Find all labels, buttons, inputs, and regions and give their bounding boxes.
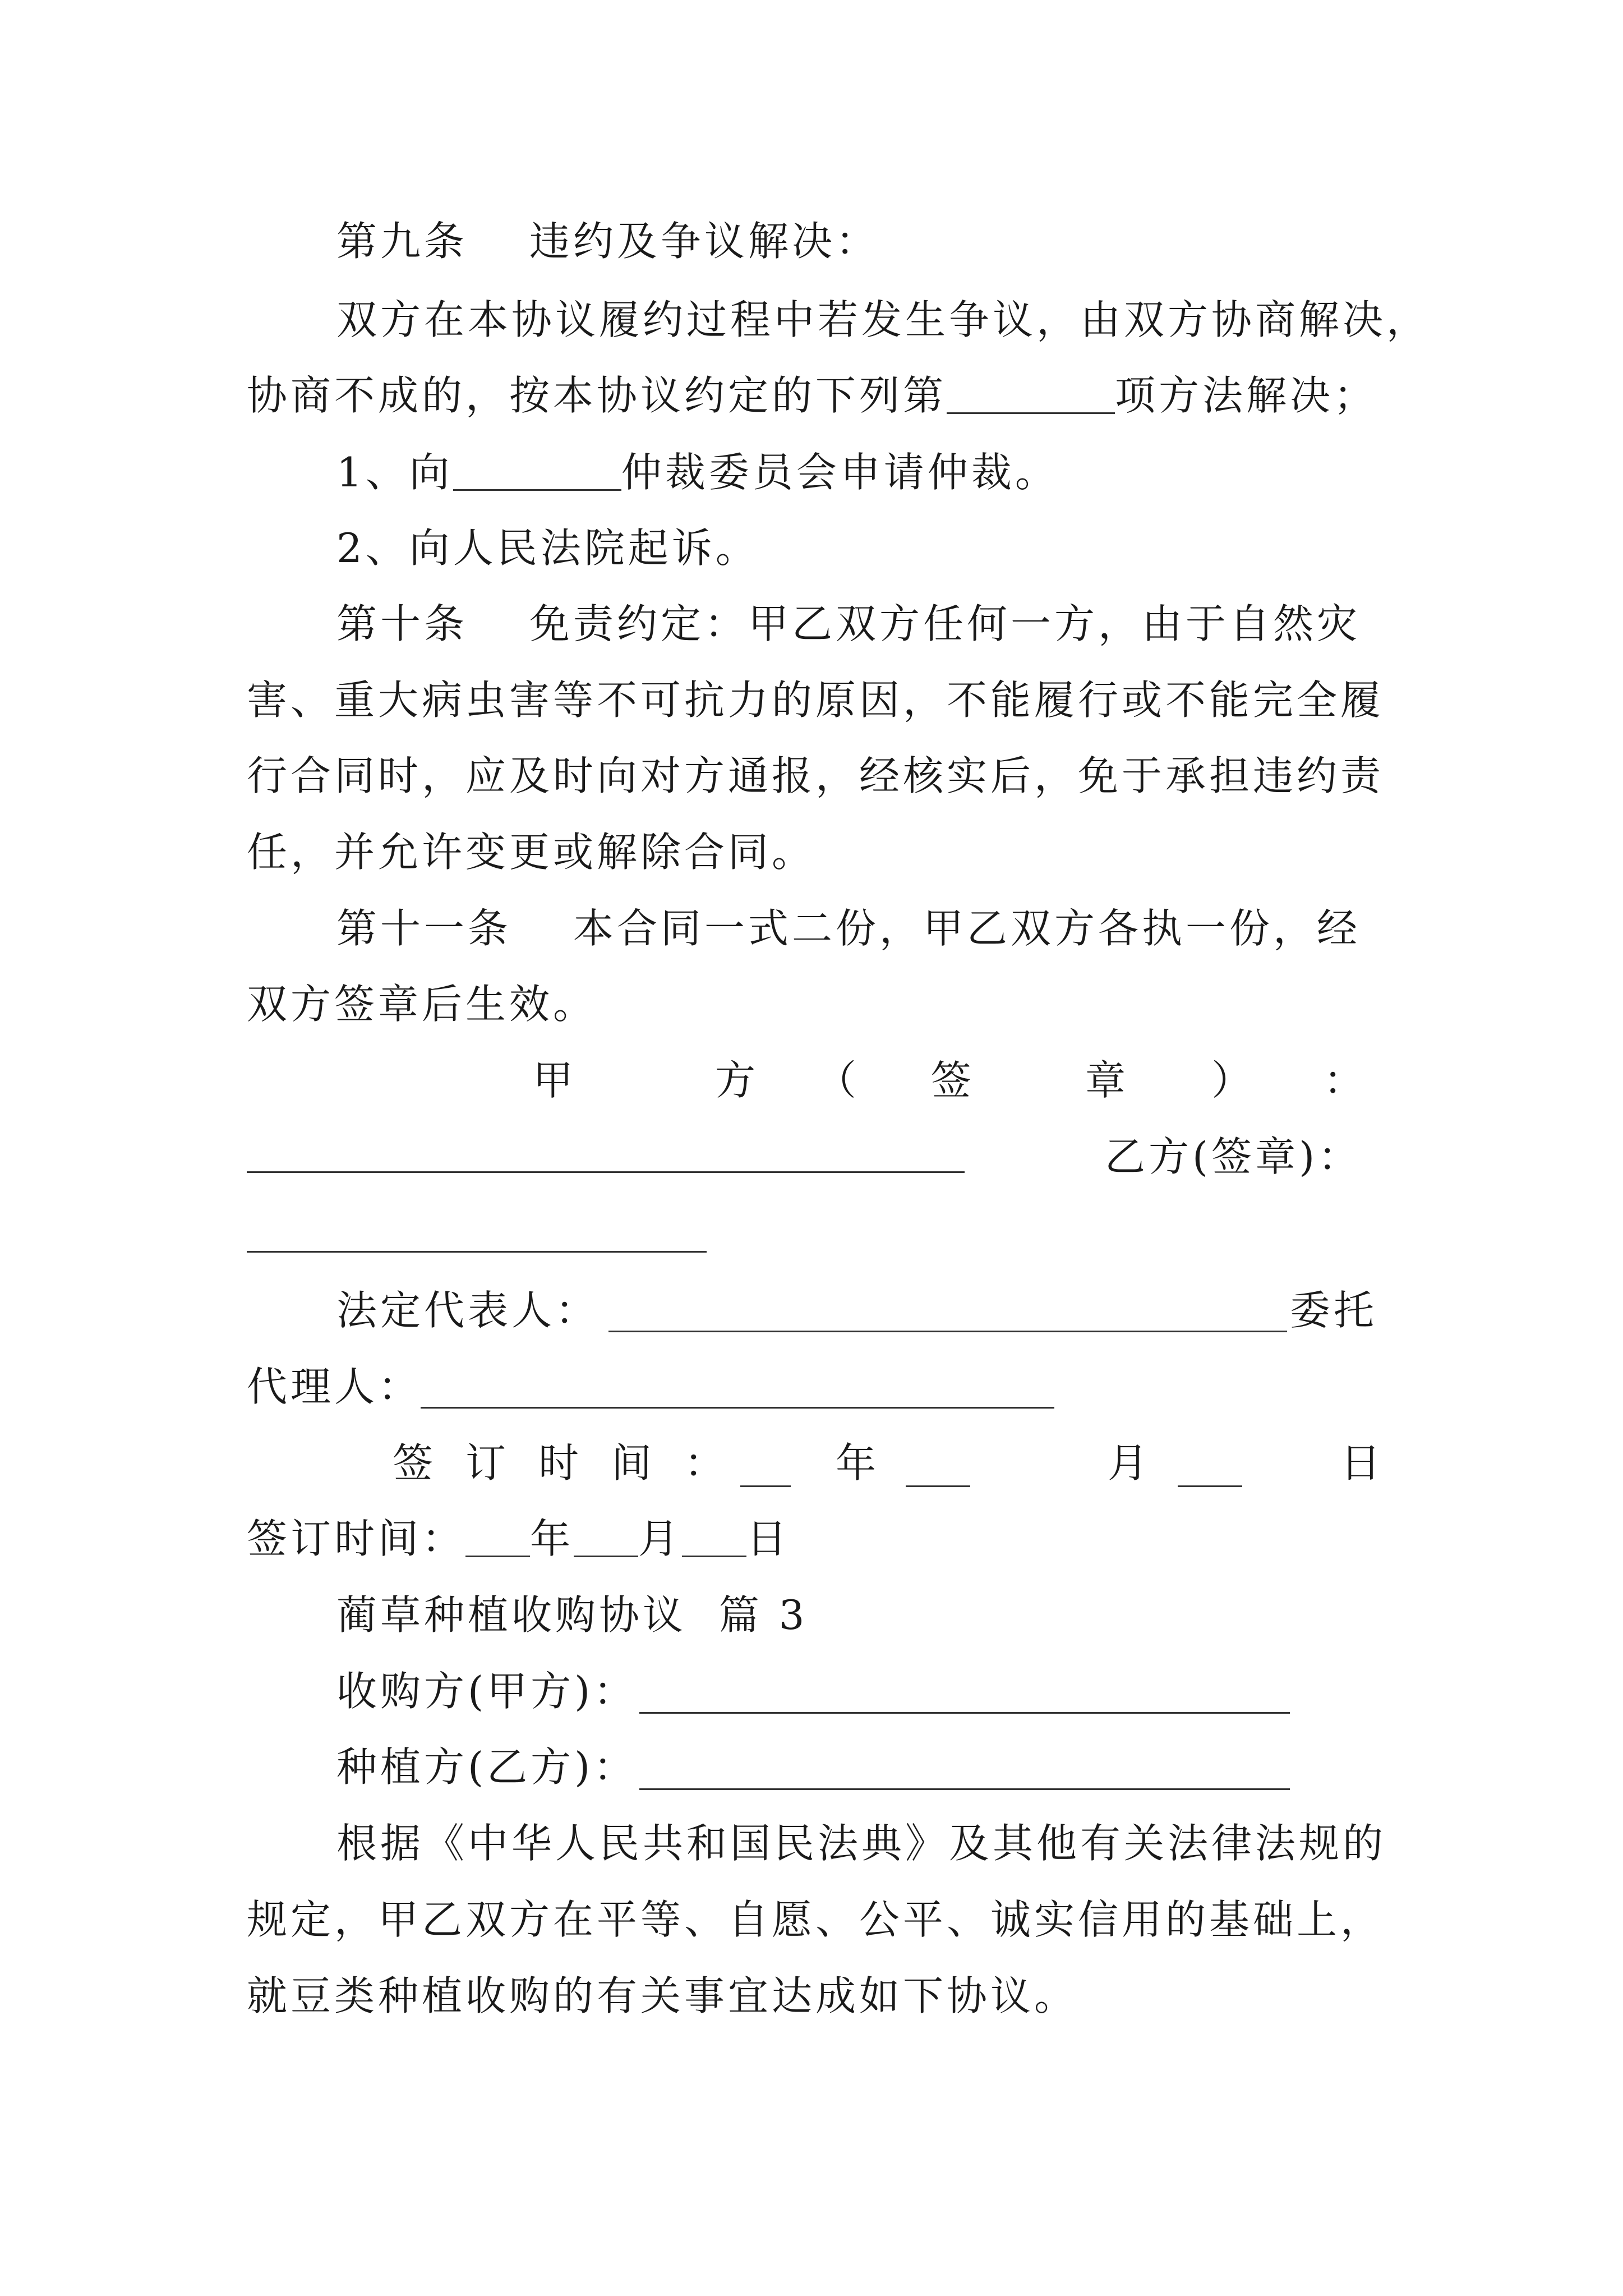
buyer-label: 收购方(甲方)：: [336, 1668, 638, 1715]
agent-label-a: 委托: [1290, 1287, 1378, 1334]
agent-line: [421, 1407, 1054, 1409]
party-a-sign-char-1: 方: [715, 1057, 759, 1104]
article-10-heading: 第十条: [336, 600, 468, 647]
sign-date1-char-2: 时: [538, 1439, 583, 1487]
grower-label: 种植方(乙方)：: [336, 1743, 638, 1791]
sign-date1-month: 月: [1108, 1439, 1152, 1487]
party-b-signature-line: [247, 1251, 707, 1253]
article-9-title: 违约及争议解决：: [529, 218, 880, 265]
sign-date1-year-blank: [740, 1485, 791, 1487]
sign-date1-day-blank: [1178, 1485, 1242, 1487]
article-11-line2: 双方签章后生效。: [247, 981, 597, 1028]
sign-date1-char-3: 间: [611, 1439, 656, 1487]
party-a-sign-char-4: 章: [1085, 1057, 1129, 1104]
legal-rep-label: 法定代表人：: [336, 1287, 600, 1334]
part-3-para-line2: 规定，甲乙双方在平等、自愿、公平、诚实信用的基础上，: [247, 1896, 1385, 1943]
article-11-heading: 第十一条: [336, 905, 512, 952]
sign-date1-char-0: 签: [393, 1439, 437, 1487]
part-3-para-line1: 根据《中华人民共和国民法典》及其他有关法律法规的: [336, 1820, 1387, 1867]
article-9-heading: 第九条: [336, 218, 468, 265]
sign-date1-char-1: 订: [465, 1439, 510, 1487]
party-a-sign-char-6: ：: [1324, 1057, 1368, 1104]
grower-line: [639, 1788, 1290, 1790]
sign-date1-char-4: ：: [684, 1439, 728, 1487]
article-9-para-line1: 双方在本协议履约过程中若发生争议，由双方协商解决，: [336, 296, 1431, 343]
party-a-sign-char-0: 甲: [533, 1057, 577, 1104]
party-a-signature-line: [247, 1171, 965, 1173]
sign-date2-line: 签订时间： 年 月 日: [247, 1515, 791, 1562]
agent-label-b: 代理人：: [247, 1363, 422, 1410]
article-9-heading-line: [336, 213, 879, 269]
sign-date1-month-blank: [906, 1485, 970, 1487]
article-9-option-1: 1、向 仲裁委员会申请仲裁。: [336, 449, 1059, 496]
part-3-title: 蔺草种植收购协议 篇 3: [336, 1591, 808, 1639]
article-10-line3: 行合同时，应及时向对方通报，经核实后，免于承担违约责: [247, 752, 1385, 799]
sign-date1-year: 年: [836, 1439, 880, 1487]
party-a-sign-char-5: ）: [1211, 1057, 1256, 1104]
article-11-line1: 第十一条 本合同一式二份，甲乙双方各执一份，经: [336, 905, 1361, 952]
article-10-line4: 任，并允许变更或解除合同。: [247, 829, 816, 876]
buyer-line: [639, 1712, 1290, 1714]
article-10-line2: 害、重大病虫害等不可抗力的原因，不能履行或不能完全履: [247, 677, 1385, 724]
article-9-para-line2: 协商不成的，按本协议约定的下列第 项方法解决；: [247, 372, 1378, 419]
article-9-option-2: 2、向人民法院起诉。: [336, 524, 759, 572]
arbitration-blank: [453, 449, 621, 491]
part-3-para-line3: 就豆类种植收购的有关事宜达成如下协议。: [247, 1972, 1078, 2019]
party-a-sign-char-2: （: [816, 1057, 860, 1104]
article-10-line1: 第十条 免责约定：甲乙双方任何一方，由于自然灾: [336, 600, 1361, 647]
party-a-sign-char-3: 签: [931, 1057, 975, 1104]
party-b-label: 乙方(签章)：: [1105, 1133, 1362, 1180]
legal-rep-line: [608, 1331, 1287, 1332]
sign-date1-day: 日: [1340, 1439, 1385, 1487]
method-blank: [947, 372, 1115, 414]
